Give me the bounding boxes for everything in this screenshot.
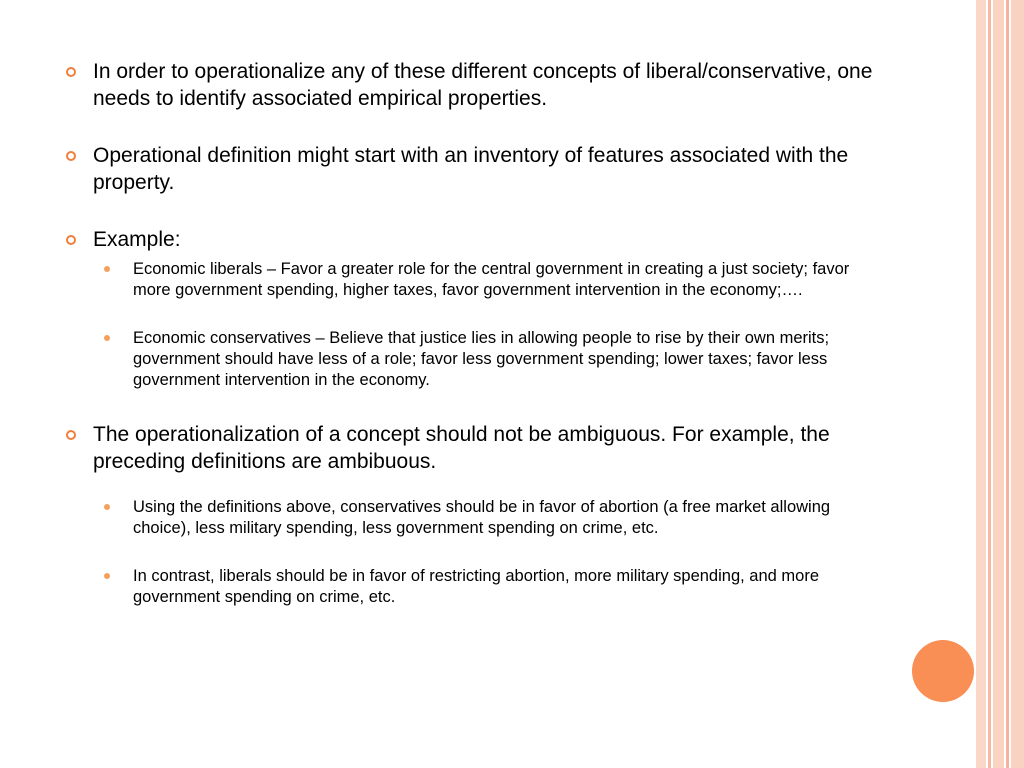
bullet-item [66,226,881,253]
dot-bullet-icon [104,573,110,579]
dot-bullet-icon [104,504,110,510]
ring-bullet-icon [66,235,76,245]
bullet-text: In order to operationalize any of these different concepts of liberal/conservative, one needs to identify associated empirical properties. [93,60,873,110]
decorative-stripes [976,0,1024,768]
bullet-list [66,58,881,638]
dot-bullet-icon [104,266,110,272]
bullet-item [66,421,881,475]
ring-bullet-icon [66,430,76,440]
bullet-text: Operational definition might start with an inventory of features associated with the property. [93,144,849,194]
sub-bullet-item [104,497,881,539]
sub-bullet-item [104,328,881,391]
dot-bullet-icon [104,335,110,341]
sub-bullet-text: In contrast, liberals should be in favor of restricting abortion, more military spending, and more government spending on crime, etc. [133,567,819,606]
sub-bullet-text: Economic conservatives – Believe that justice lies in allowing people to rise by their own merits; government should have less of a role; favor less government spending; lower taxes; favor less government intervention in the economy. [133,329,830,389]
sub-bullet-list [104,259,881,391]
bullet-text: The operationalization of a concept should not be ambiguous. For example, the preceding definitions are ambibuous. [93,423,830,473]
stripe [988,0,991,768]
sub-bullet-text: Using the definitions above, conservatives should be in favor of abortion (a free market allowing choice), less military spending, less government spending on crime, etc. [133,498,831,537]
stripe [993,0,1004,768]
stripe [1006,0,1009,768]
ring-bullet-icon [66,151,76,161]
bullet-item [66,142,881,196]
sub-bullet-list [104,497,881,608]
bullet-text: Example: [93,228,181,251]
decorative-circle [912,640,974,702]
stripe [1011,0,1024,768]
bullet-item [66,58,881,112]
sub-bullet-item [104,566,881,608]
stripe [976,0,986,768]
sub-bullet-text: Economic liberals – Favor a greater role for the central government in creating a just society; favor more government spending, higher taxes, favor government intervention in the economy;…. [133,260,850,299]
sub-bullet-item [104,259,881,301]
ring-bullet-icon [66,67,76,77]
